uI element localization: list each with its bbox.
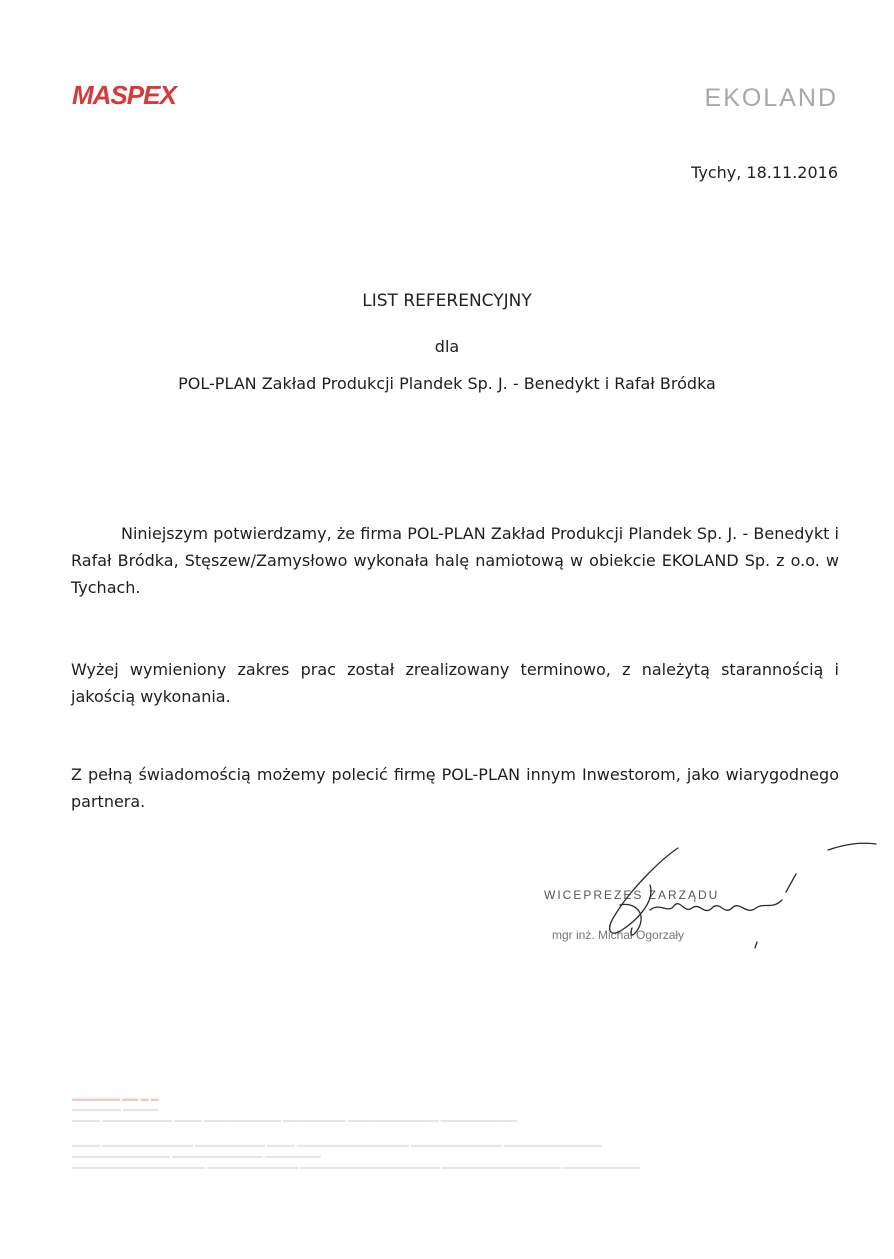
maspex-logo [72,80,222,110]
handwritten-signature [560,830,880,970]
stamp-role: WICEPREZES ZARZĄDU [544,888,720,902]
letter-title: LIST REFERENCYJNY [362,291,532,311]
paragraph-quality: Wyżej wymieniony zakres prac został zrealizowany terminowo, z należytą starannością i jakością wykonania. [71,660,839,706]
letter-date: Tychy, 18.11.2016 [691,163,838,182]
paragraph-confirmation: Niniejszym potwierdzamy, że firma POL-PLAN Zakład Produkcji Plandek Sp. J. - Benedykt i Rafał Bródka, Stęszew/Zamysłowo wykonała halę namiotową w obiekcie EKOLAND Sp. z o.o. w Tychach. [71,524,839,597]
paragraph-recommendation: Z pełną świadomością możemy polecić firmę POL-PLAN innym Inwestorom, jako wiarygodnego partnera. [71,765,839,811]
recipient-name: POL-PLAN Zakład Produkcji Plandek Sp. J. - Benedykt i Rafał Bródka [178,374,716,393]
ekoland-logo: EKOLAND [704,84,838,112]
maspex-logo-text: MASPEX [72,80,176,110]
for-label: dla [434,337,460,356]
faded-footer: ▬▬▬▬▬▬ ▬▬ ▬ ▬ ▬▬▬▬▬▬▬ ▬▬▬▬▬ ▬▬▬▬ ▬▬▬▬▬▬▬▬▬▬ ▬▬▬▬ ▬▬▬▬▬▬▬▬▬▬▬ ▬▬▬▬▬▬▬▬▬ ▬▬▬▬▬▬▬▬▬▬▬▬▬ ▬▬▬▬▬▬▬▬▬▬▬ ▬▬▬▬ ▬▬▬▬▬▬▬▬▬▬▬▬▬ ▬▬▬▬▬▬▬▬▬▬ ▬▬▬▬ ▬▬▬▬▬▬▬▬▬▬▬▬▬▬▬▬ ▬▬▬▬▬▬▬▬▬▬▬▬▬ ▬▬▬▬▬▬▬▬▬▬▬▬▬▬ ▬▬▬▬▬▬▬▬▬▬▬▬▬▬ ▬▬▬▬▬▬▬▬▬▬▬▬▬ ▬▬▬▬▬▬▬▬ ▬▬▬▬▬▬▬▬▬▬▬▬▬▬▬▬▬▬▬ ▬▬▬▬▬▬▬▬▬▬▬▬▬ ▬▬▬▬▬▬▬▬▬▬▬▬▬▬▬▬▬▬▬▬ ▬▬▬▬▬▬▬▬▬▬▬▬▬▬▬▬▬ ▬▬▬▬▬▬▬▬▬▬▬ [72,1094,640,1171]
stamp-name: mgr inż. Michał Ogorzały [552,928,685,942]
